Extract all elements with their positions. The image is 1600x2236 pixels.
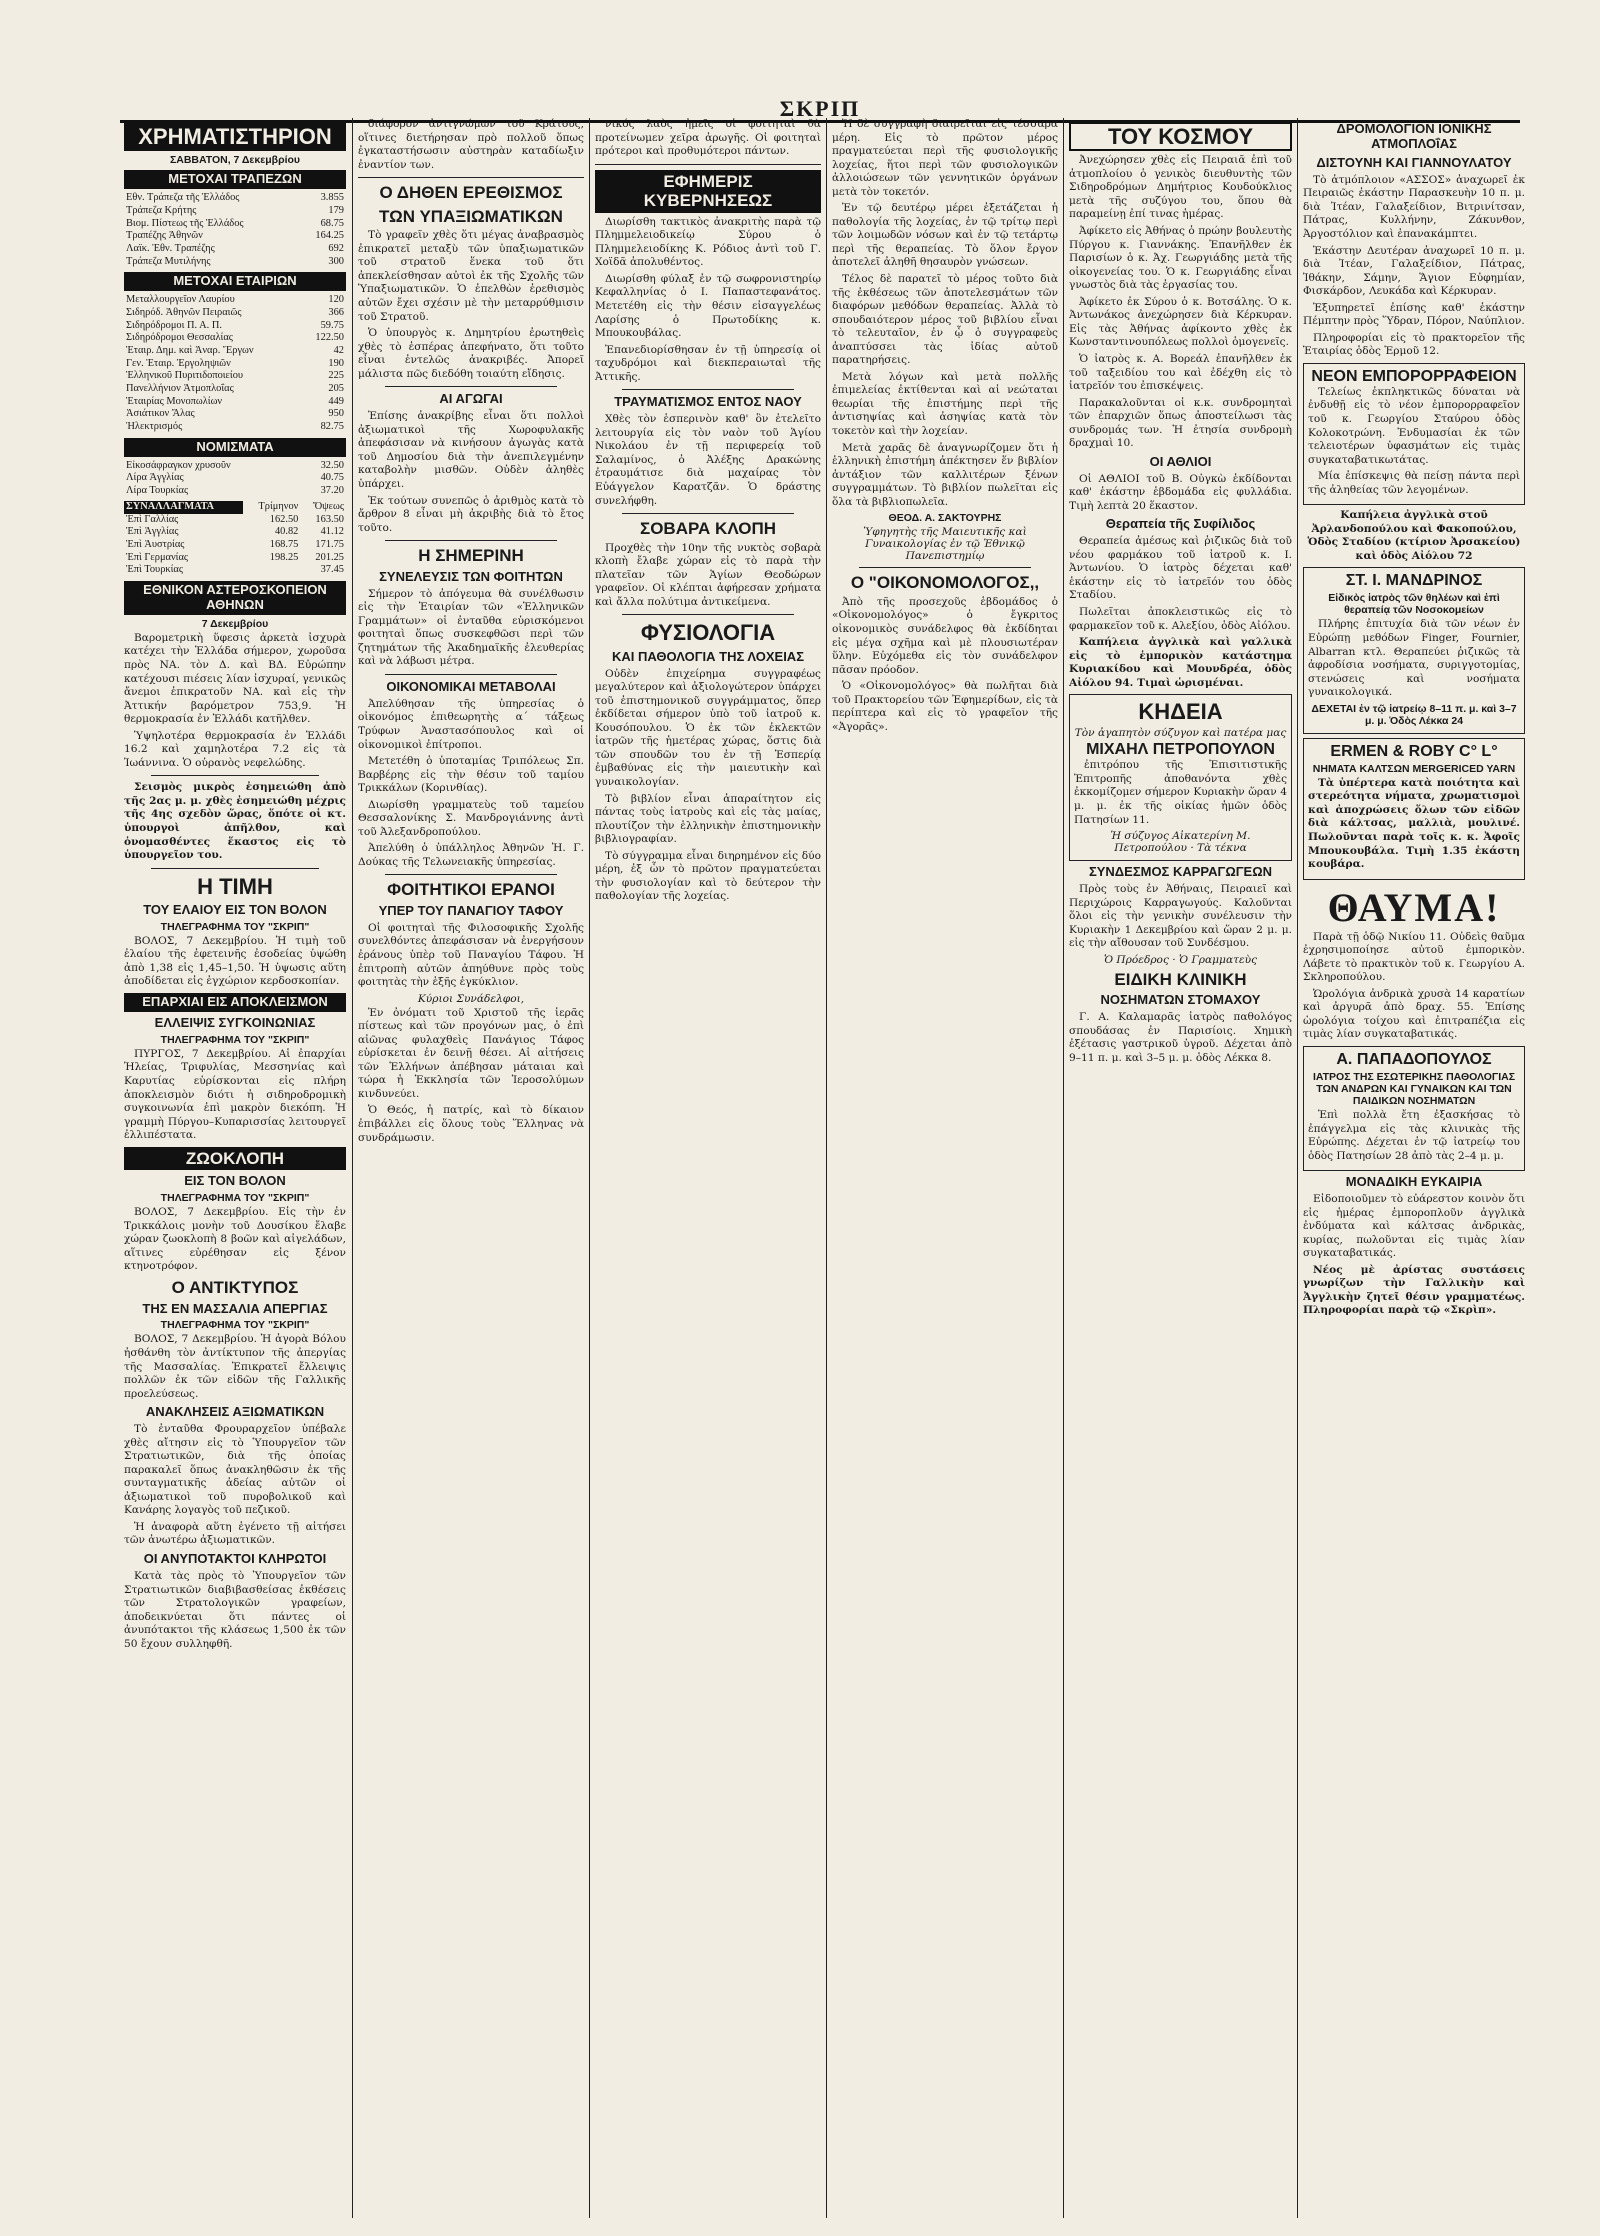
column-6	[1303, 118, 1525, 2218]
strike-title: Ο ΑΝΤΙΚΤΥΠΟΣ	[171, 1277, 299, 1297]
stock-value: 190	[328, 357, 344, 369]
fundraising-text: Οἱ φοιτηταὶ τῆς Φιλοσοφικῆς Σχολῆς συνελθόντες ἀπεφάσισαν νὰ ἐνεργήσουν ἐράνους ὑπὲρ τοῦ Παναγίου Τάφου. Ἡ ἐπιτροπὴ αὐτῶν ἀπηύθυνε πρὸς τοὺς φοιτητὰς τὴν ἑξῆς ἐγκύκλιον.	[358, 921, 584, 989]
fx-name: Ἐπὶ Τουρκίας	[126, 564, 183, 576]
gazette-text-2: Διωρίσθη φύλαξ ἐν τῷ σωφρονιστηρίῳ Κεφαλληνίας ὁ Ι. Παπαστεφανάτος. Μετετέθη εἰς τὴν θέσιν εἰσαγγελέως Λαρίσης ὁ Πρωτοδίκης κ. Μπουκουβάλας.	[595, 272, 821, 340]
stock-name: Τραπέζης Ἀθηνῶν	[126, 230, 203, 242]
physiology-title: ΦΥΣΙΟΛΟΓΙΑ	[640, 620, 776, 646]
officers-title: ΑΝΑΚΛΗΣΕΙΣ ΑΞΙΩΜΑΤΙΚΩΝ	[145, 1404, 325, 1420]
divider	[622, 614, 794, 615]
treatment-text: Θεραπεία ἀμέσως καὶ ῥιζικῶς διὰ τοῦ νέου φαρμάκου τοῦ ἰατροῦ κ. Ι. Ἀντωνίου. Ὁ ἰατρὸς δέχεται καθ' ἑκάστην εἰς τὸ ἰατρεῖόν του ὁδὸς Σταδίου.	[1069, 535, 1292, 602]
funeral-text: ἐπιτρόπου τῆς Ἐπισιτιστικῆς Ἐπιτροπῆς ἀποθανόντα χθὲς ἐκκομίζομεν σήμερον Κυριακὴν ὥραν 4 μ. μ. ἐκ τῆς οἰκίας ἡμῶν ὁδὸς Πατησίων 11.	[1074, 759, 1287, 826]
church-injury-text: Χθὲς τὸν ἑσπερινὸν καθ' ὃν ἐτελεῖτο λειτουργία εἰς τὸν ναὸν τοῦ Ἁγίου Νικολάου ἐν τῇ περιφερείᾳ τοῦ Σαλαμίνος, ὁ Ἀλέξης Δρακώνης ἐτραυμάτισε διὰ μαχαίρας τὸν Εὐάγγελον Καρατζᾶν. Ὁ δράστης συνελήφθη.	[595, 413, 821, 507]
table-row	[124, 408, 346, 421]
physician-title: Α. ΠΑΠΑΔΟΠΟΥΛΟΣ	[1336, 1050, 1492, 1068]
coin-name: Λίρα Τουρκίας	[126, 485, 189, 497]
fundraising-text-2: Ἐν ὀνόματι τοῦ Χριστοῦ τῆς ἱερᾶς πίστεως καὶ τῶν προγόνων μας, ὁ ἐπὶ αἰῶνας φυλαχθεὶς Πανάγιος Τάφος εὑρίσκεται ἐν δεινῇ θέσει. Αἱ αἰτήσεις τῶν Ἑλλήνων ἀπέβησαν μάταιαι καὶ τώρα ἡ Ἐκκλησία τῶν Ἱεροσολύμων κινδυνεύει.	[358, 1006, 584, 1100]
stock-value: 42	[333, 345, 344, 357]
column-divider	[589, 118, 590, 2218]
shipping-text-3: Ἐξυπηρετεῖ ἐπίσης καθ' ἑκάστην Πέμπτην πρὸς Ὕδραν, Πόρον, Ναύπλιον.	[1303, 301, 1525, 328]
conscripts-text: Κατὰ τὰς πρὸς τὸ Ὑπουργεῖον τῶν Στρατιωτικῶν διαβιβασθείσας ἐκθέσεις τῶν Στρατολογικῶν γραφείων, ἀποδεικνύεται ὅτι πάντες οἱ ἀνυπότακτοι τῆς κλάσεως 1,500 ἐκ τῶν 50 ἔχουν συλληφθῆ.	[124, 1569, 346, 1650]
fx-value	[243, 564, 300, 577]
stock-name: Σιδηρόδρομοι Π. Α. Π.	[126, 319, 222, 331]
wonder-text-2: Ὡρολόγια ἀνδρικὰ χρυσὰ 14 καρατίων καὶ ἀργυρᾶ ἀπὸ δραχ. 55. Ἐπίσης ὡρολόγια τοίχου καὶ ἐπιτραπέζια εἰς τιμὰς λίαν συγκαταβατικάς.	[1303, 987, 1525, 1041]
finance-text-2: Μετετέθη ὁ ὑποταμίας Τριπόλεως Σπ. Βαρβέρης εἰς τὴν θέσιν τοῦ ταμίου Τρικκάλων (Κορινθίας).	[358, 755, 584, 795]
funeral-name: ΜΙΧΑΗΛ ΠΕΤΡΟΠΟΥΛΟΝ	[1086, 741, 1275, 759]
fx-title: ΣΥΝΑΛΛΑΓΜΑΤΑ	[124, 501, 243, 514]
tailor-ad	[1303, 363, 1525, 505]
fx-value: 162.50	[269, 513, 299, 525]
yarn-title: ERMEN & ROBY C° L°	[1330, 742, 1498, 760]
students-title: Η ΣΗΜΕΡΙΝΗ	[418, 546, 524, 566]
opportunity-text: Εἰδοποιοῦμεν τὸ εὐάρεστον κοινὸν ὅτι εἰς ἡμέρας ἐμποροπλοῦν ἀγγλικὰ ἐνδύματα καὶ κάλτσας ἀνδρικὰς, κυρίας, πωλοῦνται εἰς τιμὰς λίαν συγκαταβατικάς.	[1303, 1193, 1525, 1260]
divider	[385, 874, 557, 875]
table-row	[124, 230, 346, 243]
physiology-text-2: Τὸ βιβλίον εἶναι ἀπαραίτητον εἰς πάντας τοὺς ἰατροὺς καὶ εἰς τὰς μαίας, πλουτίζον τὴν ἑλληνικὴν ἐπιστημονικὴν βιβλιογραφίαν.	[595, 792, 821, 846]
finance-text-3: Διωρίσθη γραμματεὺς τοῦ ταμείου Θεσσαλονίκης Σ. Μανδρογιάννης ἀντὶ τοῦ Ἀλεξανδροπούλου.	[358, 798, 584, 838]
review-signature: ΘΕΟΔ. Α. ΣΑΚΤΟΥΡΗΣ	[888, 512, 1002, 525]
society-text-3: Ἀφίκετο ἐκ Σύρου ὁ κ. Βοτσάλης. Ὁ κ. Ἀντωνάκος ἀνεχώρησεν διὰ Κέρκυραν. Εἰς τὰς Ἀθήνας ἀφίκοντο χθὲς ἐκ Κωνσταντινουπόλεως πολλοὶ ὁμογενεῖς.	[1069, 295, 1292, 349]
divider	[859, 567, 1031, 568]
gazette-text: Διωρίσθη τακτικὸς ἀνακριτὴς παρὰ τῷ Πλημμελειοδικείῳ Σύρου ὁ Πλημμελειοδίκης Κ. Ρόδιος ἀντὶ τοῦ Γ. Χοϊδᾶ ἀπολυθέντος.	[595, 215, 821, 269]
table-row	[124, 421, 346, 434]
students-subtitle: ΣΥΝΕΛΕΥΣΙΣ ΤΩΝ ΦΟΙΤΗΤΩΝ	[379, 568, 563, 584]
shipping-text-4: Πληροφορίαι εἰς τὸ πρακτορεῖον τῆς Ἑταιρίας ὁδὸς Ἑρμοῦ 12.	[1303, 331, 1525, 358]
stock-name: Ἑταιρ. Δημ. καὶ Ἀναρ. Ἔργων	[126, 345, 254, 357]
oil-price-title: Η ΤΙΜΗ	[197, 873, 273, 899]
column-1	[124, 118, 346, 2218]
treatment-title: Θεραπεία τῆς Συφίλιδος	[1105, 516, 1256, 532]
table-row	[124, 256, 346, 269]
observatory-title: ΕΘΝΙΚΟΝ ΑΣΤΕΡΟΣΚΟΠΕΙΟΝ ΑΘΗΝΩΝ	[124, 581, 346, 615]
market-title: ΧΡΗΜΑΤΙΣΤΗΡΙΟΝ	[124, 122, 346, 151]
earthquake-text: Σεισμὸς μικρὸς ἐσημειώθη ἀπὸ τῆς 2ας μ. μ. χθὲς ἐσημειώθη μέχρις τῆς 4ης σχεδὸν ὥρας, ὅπότε οἱ κτ. ὑπουργοὶ ἀπῆλθον, καὶ ὀνομασθέντες ἕκαστος εἰς τὸ ὑπουργεῖον του.	[124, 781, 346, 862]
continued-text: νικός λαὸς ἠμεῖς οἱ φοιτηταὶ θὰ προτείνωμεν χεῖρα ἀρωγῆς. Οἱ φοιτηταὶ πρότεροι καὶ προθυμότεροι πάντων.	[595, 118, 821, 158]
doctor-title: ΣΤ. Ι. ΜΑΝΔΡΙΝΟΣ	[1345, 572, 1483, 590]
table-row	[124, 514, 346, 527]
strike-text: ΒΟΛΟΣ, 7 Δεκεμβρίου. Ἡ ἀγορὰ Βόλου ἠσθάνθη τὸν ἀντίκτυπον τῆς ἀπεργίας τῆς Μασσαλίας. Ἐπικρατεῖ ἔλλειψις πολλῶν ἐκ τῶν εἰδῶν τῆς Γαλλικῆς προελεύσεως.	[124, 1333, 346, 1400]
table-row	[124, 294, 346, 307]
table-row	[124, 564, 346, 577]
fx-table	[124, 501, 346, 577]
fx-name: Ἐπὶ Ἀυστρίας	[126, 538, 185, 550]
stock-name: Πανελλήνιον Ἀτμοπλοΐας	[126, 383, 234, 395]
masthead-title: ΣΚΡΙΠ	[779, 96, 861, 121]
divider	[385, 674, 557, 675]
lawsuits-text: Ἐπίσης ἀνακρίβης εἶναι ὅτι πολλοὶ ἀξιωματικοὶ τῆς Χωροφυλακῆς ἀπεφάσισαν νὰ κινήσουν ἀγωγὰς κατὰ τοῦ Δημοσίου διὰ τὴν ἀνεπιλεγμένην καταβολὴν μισθῶν. Οὐδὲν ἀληθὲς ὑπάρχει.	[358, 410, 584, 490]
review-text-2: Ἐν τῷ δευτέρῳ μέρει ἐξετάζεται ἡ παθολογία τῆς λοχείας, ἐν τῷ τρίτῳ περὶ τῶν λοιμωδῶν νόσων καὶ ἐν τῷ τετάρτῳ περὶ τῆς θεραπείας. Τὸ ὅλον ἔργον ἀποτελεῖ ἀληθῆ θησαυρὸν γνώσεων.	[832, 202, 1058, 269]
physiology-text-3: Τὸ σύγγραμμα εἶναι διηρημένον εἰς δύο μέρη, ἐξ ὧν τὸ πρῶτον πραγματεύεται τὴν φυσιολογίαν καὶ τὸ δεύτερον τὴν παθολογίαν τῆς λοχείας.	[595, 849, 821, 903]
coins-title: ΝΟΜΙΣΜΑΤΑ	[124, 438, 346, 457]
lawsuits-title: ΑΙ ΑΓΩΓΑΙ	[439, 391, 503, 407]
telegram-label: ΤΗΛΕΓΡΑΦΗΜΑ ΤΟΥ "ΣΚΡΙΠ"	[160, 920, 310, 933]
opportunity-text-2: Νέος μὲ ἀρίστας συστάσεις γνωρίζων τὴν Γαλλικὴν καὶ Ἀγγλικὴν ζητεῖ θέσιν γραμματέως. Πληροφορίαι παρὰ τῷ «Σκρὶπ».	[1303, 1263, 1525, 1317]
divider	[595, 164, 821, 165]
nco-text-2: Ὁ ὑπουργὸς κ. Δημητρίου ἐρωτηθεὶς χθὲς τὸ ἐσπέρας ἀπεφήνατο, ὅτι τοῦτο εἶναι ἐντελῶς ἀνακριβές. Ἀπορεῖ μάλιστα πῶς διεδόθη τοιαύτη εἴδησις.	[358, 327, 584, 380]
nco-title: Ο ΔΗΘΕΝ ΕΡΕΘΙΣΜΟΣ	[379, 183, 563, 203]
economist-text: Ἀπὸ τῆς προσεχοῦς ἑβδομάδος ὁ «Οἰκονομολόγος» ὁ ἔγκριτος οἰκονομικὸς συνάδελφος θὰ ἐκδίδηται εἰς μέγα σχῆμα καὶ μὲ πλουσιωτέραν ὕλην. Εὐχόμεθα εἰς τὸν συνάδελφον πᾶσαν πρόοδον.	[832, 595, 1058, 676]
stock-name: Εθν. Τράπεζα τῆς Ἑλλάδος	[126, 192, 240, 204]
lawsuits-text-2: Ἐκ τούτων συνεπῶς ὁ ἀριθμὸς κατὰ τὸ ἄρθρον 8 εἶναι μὴ ἀκριβὴς διὰ τὸ ἔτος τοῦτο.	[358, 494, 584, 534]
stock-value: 122.50	[315, 332, 344, 344]
continued-text: διάφορον ἀντιγνώμων τοῦ Κράτους, οἵτινες διετήρησαν πρὸ πολλοῦ ὅπως ἐγκαταστήσωσιν αὐστηρὰν καταδίωξιν ἐναντίον των.	[358, 118, 584, 171]
clinic-text: Γ. Α. Καλαμαρᾶς ἰατρὸς παθολόγος σπουδάσας ἐν Παρισίοις. Χημικὴ ἐξέτασις γαστρικοῦ ὑγροῦ. Δέχεται ἀπὸ 9–11 π. μ. καὶ 3–5 μ. μ. ὁδὸς Λέκκα 8.	[1069, 1011, 1292, 1064]
cattle-theft-text: ΒΟΛΟΣ, 7 Δεκεμβρίου. Εἰς τὴν ἐν Τρικκάλοις μονὴν τοῦ Δουσίκου ἔλαβε χώραν ζωοκλοπὴ 8 βοῶν καὶ αἰγελάδων, αἵτινες εὑρέθησαν εἰς ξένον κτηνοτρόφον.	[124, 1206, 346, 1273]
stock-name: Ἀσιάτικον Ἄλας	[126, 408, 195, 420]
stock-value: 120	[328, 294, 344, 306]
column-divider	[352, 118, 353, 2218]
fx-name: Ἐπὶ Ἀγγλίας	[126, 526, 179, 538]
economist-title: Ο "ΟΙΚΟΝΟΜΟΛΟΓΟΣ,,	[850, 573, 1040, 593]
column-4	[832, 118, 1058, 2218]
physician-subtitle: ΙΑΤΡΟΣ ΤΗΣ ΕΣΩΤΕΡΙΚΗΣ ΠΑΘΟΛΟΓΙΑΣ ΤΩΝ ΑΝΔΡΩΝ ΚΑΙ ΓΥΝΑΙΚΩΝ ΚΑΙ ΤΩΝ ΠΑΙΔΙΚΩΝ ΝΟΣΗΜΑΤΩΝ	[1312, 1070, 1516, 1107]
stock-name: Σιδηρόδρομοι Θεσσαλίας	[126, 332, 233, 344]
yarn-ad	[1303, 738, 1525, 880]
physician-text: Ἐπὶ πολλὰ ἔτη ἐξασκήσας τὸ ἐπάγγελμα εἰς τὰς κλινικὰς τῆς Εὐρώπης. Δέχεται ἐν τῷ ἰατρείῳ του ὁδὸς Πατησίων 28 ἀπὸ τὰς 2–4 μ. μ.	[1308, 1108, 1520, 1162]
table-row	[124, 345, 346, 358]
society-title: ΤΟΥ ΚΟΣΜΟΥ	[1069, 122, 1292, 151]
column-header: Τρίμηνον	[258, 500, 299, 512]
society-text-2: Ἀφίκετο εἰς Ἀθήνας ὁ πρώην βουλευτὴς Πύργου κ. Γιαννάκης. Ἐπανῆλθεν ἐκ Παρισίων ὁ κ. Ἀχ. Γεωργιάδης μετὰ τῆς οἰκογενείας του. Ὁ κ. Γεωργιάδης εἶναι γνωστὸς διὰ τὰς ἐργασίας του.	[1069, 225, 1292, 292]
table-row	[124, 552, 346, 565]
fx-value: 198.25	[269, 551, 299, 563]
table-row	[124, 243, 346, 256]
table-row	[124, 539, 346, 552]
table-row	[124, 205, 346, 218]
divider	[151, 775, 320, 776]
treatment-text-2: Πωλεῖται ἀποκλειστικῶς εἰς τὸ φαρμακεῖον τοῦ κ. Αλεξίου, ὁδὸς Αἰόλου.	[1069, 606, 1292, 632]
coin-value: 32.50	[320, 459, 344, 471]
fx-name: Ἐπὶ Γερμανίας	[126, 551, 189, 563]
table-row	[124, 307, 346, 320]
fx-value: 171.75	[315, 538, 344, 550]
cattle-theft-title: ΖΩΟΚΛΟΠΗ	[124, 1147, 346, 1171]
doctor-hours: ΔΕΧΕΤΑΙ ἐν τῷ ἰατρείῳ 8–11 π. μ. καὶ 3–7 μ. μ. Ὁδὸς Λέκκα 24	[1311, 702, 1517, 727]
provinces-subtitle: ΕΛΛΕΙΨΙΣ ΣΥΓΚΟΙΝΩΝΙΑΣ	[154, 1014, 316, 1030]
conscripts-title: ΟΙ ΑΝΥΠΟΤΑΚΤΟΙ ΚΛΗΡΩΤΟΙ	[143, 1551, 327, 1567]
wonder-title: ΘΑΥΜΑ!	[1327, 884, 1501, 930]
coin-name: Εἰκοσάφραγκον χρυσοῦν	[126, 459, 231, 471]
society-text-4: Ὁ ἰατρὸς κ. Α. Βορεάλ ἐπανῆλθεν ἐκ τοῦ ταξειδίου του καὶ ἐδέχθη εἰς τὸ ἰατρεῖόν του ἐπισκέψεις.	[1069, 352, 1292, 393]
economist-text-2: Ὁ «Οἰκονομολόγος» θὰ πωλῆται διὰ τοῦ Πρακτορείου τῶν Ἐφημερίδων, εἰς τὰ περίπτερα καὶ εἰς τὸ γραφεῖον τῆς «Ἀγορᾶς».	[832, 680, 1058, 733]
divider	[385, 540, 557, 541]
stock-value: 59.75	[320, 319, 344, 331]
robbery-text: Προχθὲς τὴν 10ην τῆς νυκτὸς σοβαρὰ κλοπὴ ἔλαβε χώραν εἰς τὸ παρὰ τὴν πλατεῖαν τῶν Ἁγίων Θεοδώρων γραφεῖον. Οἱ κλέπται ἀφήρεσαν χρήματα καὶ ἄλλα πολύτιμα ἀντικείμενα.	[595, 541, 821, 608]
table-header-row	[124, 501, 346, 514]
church-injury-title: ΤΡΑΥΜΑΤΙΣΜΟΣ ΕΝΤΟΣ ΝΑΟΥ	[614, 394, 802, 410]
yarn-subtitle: ΝΗΜΑΤΑ ΚΑΛΤΣΩΝ MERGERICED YARN	[1312, 762, 1516, 775]
oil-price-subtitle: ΤΟΥ ΕΛΑΙΟΥ ΕΙΣ ΤΟΝ ΒΟΛΟΝ	[143, 901, 327, 917]
table-row	[124, 370, 346, 383]
telegram-label: ΤΗΛΕΓΡΑΦΗΜΑ ΤΟΥ "ΣΚΡΙΠ"	[160, 1192, 310, 1205]
nco-text: Τὸ γραφεῖν χθὲς ὅτι μέγας ἀναβρασμὸς ἐπικρατεῖ μεταξὺ τῶν ὑπαξιωματικῶν τοῦ στρατοῦ ἕνεκα τοῦ ὅτι ἀπεκλείσθησαν αὐτοὶ ἐκ τῆς Σχολῆς τῶν Ὑπαξιωματικῶν. Ὁ ἐπελθὼν ἐρεθισμὸς αὐτῶν ἔχει σχέσιν μὲ τὴν μεταρρύθμισιν τοῦ Στρατοῦ.	[358, 229, 584, 323]
physician-ad	[1303, 1046, 1525, 1171]
coin-name: Λίρα Ἀγγλίας	[126, 472, 184, 484]
divider	[151, 868, 320, 869]
companies-table	[124, 294, 346, 434]
table-row	[124, 332, 346, 345]
stock-name: Μεταλλουργεῖον Λαυρίου	[126, 294, 235, 306]
review-text: Ἡ δὲ συγγραφὴ διαιρεῖται εἰς τέσσαρα μέρη. Εἰς τὸ πρῶτον μέρος πραγματεύεται περὶ τῆς φυσιολογικῆς λοχείας, ἥτοι περὶ τῶν φυσιολογικῶν ἀλλοιώσεων τῶν γεννητικῶν ὀργάνων μετὰ τὸν τοκετόν.	[832, 118, 1058, 198]
fundraising-subtitle: ΥΠΕΡ ΤΟΥ ΠΑΝΑΓΙΟΥ ΤΑΦΟΥ	[378, 902, 564, 918]
fundraising-title: ΦΟΙΤΗΤΙΚΟΙ ΕΡΑΝΟΙ	[387, 880, 555, 900]
finance-title: ΟΙΚΟΝΟΜΙΚΑΙ ΜΕΤΑΒΟΛΑΙ	[386, 678, 556, 694]
column-divider	[826, 118, 827, 2218]
stock-name: Τράπεζα Μυτιλήνης	[126, 255, 211, 267]
review-text-3: Τέλος δὲ παρατεῖ τὸ μέρος τοῦτο διὰ τῆς ἐκθέσεως τῶν ἀποτελεσμάτων τῶν διαφόρων μεθόδων θεραπείας. Ἀλλὰ τὸ σπουδαιότερον μέρος τοῦ βιβλίου εἶναι τὸ τελευταῖον, ἐν ᾧ ὁ συγγραφεὺς ἀναπτύσσει τὰς ἰδίας αὐτοῦ παρατηρήσεις.	[832, 273, 1058, 367]
banks-table	[124, 192, 346, 268]
stock-value: 225	[328, 370, 344, 382]
review-text-5: Μετὰ χαρᾶς δὲ ἀναγνωρίζομεν ὅτι ἡ ἑλληνικὴ ἐπιστήμη ἀπέκτησεν ἕν βιβλίον ἀντάξιον τῶν καλλιτέρων ξένων συγγραμμάτων. Τὸ βιβλίον πωλεῖται εἰς ὅλα τὰ βιβλιοπωλεῖα.	[832, 441, 1058, 508]
stock-value: 179	[328, 204, 344, 216]
stock-value: 82.75	[320, 421, 344, 433]
students-text: Σήμερον τὸ ἀπόγευμα θὰ συνέλθωσιν εἰς τὴν Ἑταιρίαν τῶν «Ἑλληνικῶν Γραμμάτων» οἱ ἐνταῦθα εὑρισκόμενοι φοιτηταὶ ὅπως συσκεφθῶσι περὶ τῶν ζητημάτων τῆς Ἀκαδημαϊκῆς ἐλευθερίας καὶ νὰ λάβωσι μέτρα.	[358, 587, 584, 668]
table-row	[124, 396, 346, 409]
stock-name: Λαϊκ. Ἐθν. Τραπέζης	[126, 242, 215, 254]
telegram-label: ΤΗΛΕΓΡΑΦΗΜΑ ΤΟΥ "ΣΚΡΙΠ"	[160, 1033, 310, 1046]
physiology-subtitle: ΚΑΙ ΠΑΘΟΛΟΓΙΑ ΤΗΣ ΛΟΧΕΙΑΣ	[612, 648, 804, 664]
cattle-theft-subtitle: ΕΙΣ ΤΟΝ ΒΟΛΟΝ	[184, 1173, 286, 1189]
table-row	[124, 358, 346, 371]
table-row	[124, 218, 346, 231]
strike-subtitle: ΤΗΣ ΕΝ ΜΑΣΣΑΛΙΑ ΑΠΕΡΓΙΑΣ	[142, 1300, 328, 1316]
observatory-text: Βαρομετρικὴ ὕφεσις ἀρκετὰ ἰσχυρὰ κατέχει τὴν Ἑλλάδα σήμερον, χωροῦσα πρὸς ΝΑ. τὸν Δ. καὶ ΒΔ. Εὐρώπην κατέχουσι πιέσεις λίαν ἰσχυραί, γενικῶς ἄνεμοι ἐπικρατοῦν ΝΑ. καὶ εἰς τὴν Ἀττικήν βαρόμετρον 753,9. Ἡ θερμοκρασία ἐν Ἑλλάδι κατῆλθεν.	[124, 631, 346, 726]
coin-value: 40.75	[320, 472, 344, 484]
provinces-text: ΠΥΡΓΟΣ, 7 Δεκεμβρίου. Αἱ ἐπαρχίαι Ἠλείας, Τριφυλίας, Μεσσηνίας καὶ Καρυτίας εὑρίσκονται εἰς πλήρη ἀποκλεισμὸν διότι ἡ σιδηροδρομικὴ συγκοινωνία ἐπὶ μακρὸν διεκόπη. Ἡ γραμμὴ Πύργου–Κυπαρισσίας λειτουργεῖ ἐλλιπέστατα.	[124, 1047, 346, 1142]
stock-name: Ἠλεκτρισμός	[126, 421, 183, 433]
fundraising-greeting: Κύριοι Συνάδελφοι,	[417, 992, 525, 1005]
hats-text: Καπήλεια ἀγγλικὰ στοῦ Ἀρλανδοπούλου καὶ Φακοπούλου, Ὁδὸς Σταδίου (κτίριον Ἀρσακείου) καὶ ὁδὸς Αἰόλου 72	[1307, 509, 1521, 562]
observatory-text-2: Ὑψηλοτέρα θερμοκρασία ἐν Ἑλλάδι 16.2 καὶ χαμηλοτέρα 7.2 εἰς τὰ Ἰωάννινα. Ὁ οὐρανὸς νεφελώδης.	[124, 729, 346, 769]
clinic-subtitle: ΝΟΣΗΜΑΤΩΝ ΣΤΟΜΑΧΟΥ	[1100, 992, 1261, 1008]
carters-title: ΣΥΝΔΕΣΜΟΣ ΚΑΡΡΑΓΩΓΕΩΝ	[1088, 864, 1273, 880]
shipping-text-2: Ἑκάστην Δευτέραν ἀναχωρεῖ 10 π. μ. διὰ Ἰτέαν, Γαλαξείδιον, Πάτρας, Ἰθάκην, Σάμην, Ἅγιον Εὐφημίαν, Φισκάρδον, Λευκάδα καὶ Κέρκυραν.	[1303, 244, 1525, 298]
telegram-label: ΤΗΛΕΓΡΑΦΗΜΑ ΤΟΥ "ΣΚΡΙΠ"	[160, 1319, 310, 1332]
stock-name: Τράπεζα Κρήτης	[126, 204, 197, 216]
table-row	[124, 526, 346, 539]
wonder-text: Παρὰ τῇ ὁδῷ Νικίου 11. Οὐδεὶς θαῦμα ἐχρησιμοποίησε αὐτοῦ ἐμπορικὸν. Λάβετε τὸ πρακτικὸν τοῦ κ. Γεωργίου Α. Σκληροπούλου.	[1303, 930, 1525, 984]
review-signature-title: Ὑφηγητὴς τῆς Μαιευτικῆς καὶ Γυναικολογίας ἐν τῷ Ἐθνικῷ Πανεπιστημίῳ	[863, 526, 1027, 563]
shipping-subtitle: ΔΙΣΤΟΥΝΗ ΚΑΙ ΓΙΑΝΝΟΥΛΑΤΟΥ	[1316, 154, 1512, 170]
tailor-text-2: Μία ἐπίσκεψις θὰ πείσῃ πάντα περὶ τῆς ἀληθείας τῶν λεγομένων.	[1308, 470, 1520, 496]
funeral-title: ΚΗΔΕΙΑ	[1138, 699, 1223, 725]
clinic-title: ΕΙΔΙΚΗ ΚΛΙΝΙΚΗ	[1114, 969, 1247, 989]
nco-subtitle: ΤΩΝ ΥΠΑΞΙΩΜΑΤΙΚΩΝ	[379, 206, 563, 226]
carters-sign: Ὁ Πρόεδρος · Ὁ Γραμματεὺς	[1103, 953, 1258, 966]
stock-value: 300	[328, 255, 344, 267]
fx-value: 201.25	[315, 551, 344, 563]
provinces-title: ΕΠΑΡΧΙΑΙ ΕΙΣ ΑΠΟΚΛΕΙΣΜΟΝ	[124, 993, 346, 1012]
subscriptions-text: Παρακαλοῦνται οἱ κ.κ. συνδρομηταὶ τῶν ἐπαρχιῶν ὅπως ἀποστείλωσι τὰς συνδρομάς των. Ἡ ἐτησία συνδρομὴ δραχμαὶ 10.	[1069, 396, 1292, 450]
stock-value: 692	[328, 242, 344, 254]
fx-value: 37.45	[320, 564, 344, 576]
opportunity-title: ΜΟΝΑΔΙΚΗ ΕΥΚΑΙΡΙΑ	[1345, 1174, 1483, 1190]
divider	[622, 513, 794, 514]
coin-value: 37.20	[320, 485, 344, 497]
market-date: ΣΑΒΒΑΤΟΝ, 7 Δεκεμβρίου	[169, 154, 301, 167]
table-row	[124, 192, 346, 205]
finance-text-4: Ἀπελύθη ὁ ὑπάλληλος Ἀθηνῶν Ἡ. Γ. Δούκας τῆς Τελωνειακῆς ὑπηρεσίας.	[358, 842, 584, 868]
finance-text: Ἀπελύθησαν τῆς ὑπηρεσίας ὁ οἰκονόμος ἐπιθεωρητὴς α΄ τάξεως Τρύφων Ἀναστασόπουλος καὶ οἱ οἰκονομικοὶ ἐπίτροποι.	[358, 697, 584, 751]
stock-name: Σιδηρόδ. Ἀθηνῶν Πειραιῶς	[126, 306, 242, 318]
stock-value: 164.25	[315, 230, 344, 242]
gazette-text-3: Ἐπανεδιορίσθησαν ἐν τῇ ὑπηρεσίᾳ οἱ ταχυδρόμοι καὶ διεκπεραιωταὶ τῆς Ἀττικῆς.	[595, 343, 821, 383]
shipping-title: ΔΡΟΜΟΛΟΓΙΟΝ ΙΟΝΙΚΗΣ ΑΤΜΟΠΛΟΐΑΣ	[1336, 121, 1492, 151]
fx-value: 40.82	[274, 526, 299, 538]
stock-name: Βιομ. Πίστεως τῆς Ἑλλάδος	[126, 217, 244, 229]
stock-name: Γεν. Ἑταιρ. Ἐργοληψιῶν	[126, 357, 231, 369]
table-row	[124, 383, 346, 396]
society-text: Ἀνεχώρησεν χθὲς εἰς Πειραιᾶ ἐπὶ τοῦ ἀτμοπλοίου ὁ γενικὸς διευθυντὴς τῶν Σιδηροδρόμων Δημήτριος Κουδούκλιος μετὰ τῆς συζύγου του, ὅπου θὰ παραμείνῃ ἐπί τινας ἡμέρας.	[1069, 154, 1292, 221]
stock-value: 950	[328, 408, 344, 420]
fx-value: 163.50	[315, 513, 344, 525]
stock-value: 205	[328, 383, 344, 395]
observatory-date: 7 Δεκεμβρίου	[201, 617, 269, 630]
column-divider	[1063, 118, 1064, 2218]
companies-title: ΜΕΤΟΧΑΙ ΕΤΑΙΡΙΩΝ	[124, 272, 346, 291]
oil-price-text: ΒΟΛΟΣ, 7 Δεκεμβρίου. Ἡ τιμὴ τοῦ ἐλαίου τῆς ἐφετεινῆς ἐσοδείας ὑψώθη ἀπὸ 1,38 εἰς 1,45–1,50. Ἡ ὑψωσις αὕτη ἀποδίδεται εἰς ἐγχώριον κερδοσκοπίαν.	[124, 934, 346, 988]
stock-name: Ἑλληνικοῦ Πυριτιδοποιείου	[126, 370, 244, 382]
stock-name: Ἑταιρίας Μονοπωλίων	[126, 395, 223, 407]
divider	[385, 386, 557, 387]
fx-value: 168.75	[269, 538, 299, 550]
miserables-title: ΟΙ ΑΘΛΙΟΙ	[1149, 453, 1212, 469]
fundraising-text-3: Ὁ Θεός, ἡ πατρίς, καὶ τὸ δίκαιον ἐπιβάλλει εἰς ὅλους τοὺς Ἕλληνας νὰ συνδράμωσιν.	[358, 1104, 584, 1144]
officers-text-2: Ἡ ἀναφορὰ αὕτη ἐγένετο τῇ αἰτήσει τῶν ἀνωτέρω ἀξιωματικῶν.	[124, 1520, 346, 1547]
doctor-text: Πλήρης ἐπιτυχία διὰ τῶν νέων ἐν Εὐρώπῃ μεθόδων Finger, Fournier, Albarran κτλ. Θεραπεύει ῥιζικῶς τὰ ἀφροδίσια νοσήματα, συριγγοτομίας, στενώσεις καὶ νοσήματα γυναικολογικά.	[1308, 618, 1520, 699]
tailor-title: ΝΕΟΝ ΕΜΠΟΡΟΡΡΑΦΕΙΟΝ	[1311, 367, 1517, 385]
doctor-ad	[1303, 567, 1525, 733]
fx-value: 41.12	[320, 526, 344, 538]
stock-value: 449	[328, 395, 344, 407]
column-5	[1069, 118, 1292, 2218]
stock-value: 366	[328, 306, 344, 318]
store-text: Καπήλεια ἀγγλικὰ καὶ γαλλικὰ εἰς τὸ ἐμπορικὸν κατάστημα Κυριακίδου καὶ Μουνδρέα, ὁδὸς Αἰόλου 94. Τιμαὶ ὡρισμέναι.	[1069, 636, 1292, 689]
tailor-text: Τελείως ἐκπληκτικῶς δύναται νὰ ἐνδυθῇ εἰς τὸ νέον ἐμπορορραφεῖον τοῦ κ. Γεωργίου Σταύρου ὁδὸς Κολοκοτρώνη. Ἐνδυμασίαι ἐκ τῶν τελειοτέρων ὑφασμάτων εἰς τιμὰς συγκαταβατικωτάτας.	[1308, 385, 1520, 466]
table-row	[124, 472, 346, 485]
yarn-text: Τὰ ὑπέρτερα κατὰ ποιότητα καὶ στερεότητα νήματα, χρωματισμοὶ καὶ ἀποχρώσεις ὅλων τῶν εἰδῶν διὰ κάλτσας, μαλλιὰ, μουλινέ. Πωλοῦνται παρὰ τοῖς κ. κ. Ἀφοῖς Μπουκουβάλα. Τιμὴ 1.35 ἑκάστη κουβάρα.	[1308, 776, 1520, 871]
funeral-intro: Τὸν ἀγαπητὸν σύζυγον καὶ πατέρα μας	[1074, 727, 1287, 740]
coins-table	[124, 460, 346, 498]
funeral-family: Ἡ σύζυγος Αἰκατερίνη Μ. Πετροπούλου · Τὰ τέκνα	[1110, 830, 1251, 855]
carters-text: Πρὸς τοὺς ἐν Ἀθήναις, Πειραιεῖ καὶ Περιχώροις Καρραγωγούς. Καλοῦνται ὅλοι εἰς τὴν γενικὴν συνέλευσιν τὴν Κυριακὴν 1 Δεκεμβρίου καὶ ὥραν 2 μ. μ. εἰς τὴν αἴθουσαν τοῦ Συνδέσμου.	[1069, 882, 1292, 950]
table-row	[124, 320, 346, 333]
review-text-4: Μετὰ λόγων καὶ μετὰ πολλῆς ἐπιμελείας ἐκτίθενται καὶ αἱ νεώταται θεωρίαι τῆς ἐπιστήμης περὶ τῆς ἀντισηψίας καὶ ἀσηψίας κατὰ τὸν τοκετὸν καὶ τὴν λοχείαν.	[832, 370, 1058, 438]
table-row	[124, 485, 346, 498]
column-2	[358, 118, 584, 2218]
shipping-text: Τὸ ἀτμόπλοιον «ΑΣΣΟΣ» ἀναχωρεῖ ἐκ Πειραιῶς ἐκάστην Παρασκευὴν 10 π. μ. διὰ Ἰτέαν, Γαλαξείδιον, Βιτρινίτσαν, Πάτρας, Κυλλήνην, Ζάκυνθον, Ἀργοστόλιον καὶ ἐπανακάμπτει.	[1303, 173, 1525, 240]
physiology-text: Οὐδὲν ἐπιχείρημα συγγραφέως μεγαλύτερον καὶ ἀξιολογώτερον ὑπάρχει τοῦ ἐπιστημονικοῦ συγγράμματος, ὅπερ ἐκδίδεται σήμερον ὑπὸ τοῦ ἰατροῦ κ. Κουσόπουλου. Ὁ ἐκ τῶν ἐκλεκτῶν ἰατρῶν τῆς ἡμετέρας χώρας, ὅστις διὰ τῶν σπουδῶν του ἐν τῇ Ἑσπερίᾳ ἐμβαθύνας εἰς τὴν μαιευτικὴν καὶ γυναικολογίαν.	[595, 667, 821, 788]
column-divider	[1297, 118, 1298, 2218]
column-3	[595, 118, 821, 2218]
banks-title: ΜΕΤΟΧΑΙ ΤΡΑΠΕΖΩΝ	[124, 170, 346, 189]
column-header: Ὄψεως	[312, 500, 344, 512]
funeral-notice	[1069, 694, 1292, 861]
divider	[358, 177, 584, 178]
doctor-subtitle: Εἰδικὸς ἰατρὸς τῶν θηλέων καὶ ἐπὶ θεραπείᾳ τῶν Νοσοκομείων	[1328, 592, 1500, 617]
stock-value: 68.75	[320, 217, 344, 229]
gazette-title: ΕΦΗΜΕΡΙΣ ΚΥΒΕΡΝΗΣΕΩΣ	[595, 170, 821, 213]
miserables-text: Οἱ ΑΘΛΙΟΙ τοῦ Β. Οὐγκὼ ἐκδίδονται καθ' ἑκάστην ἑβδομάδα εἰς φυλλάδια. Τιμὴ λεπτὰ 20 ἕκαστον.	[1069, 472, 1292, 512]
fx-name: Ἐπὶ Γαλλίας	[126, 513, 179, 525]
divider	[622, 389, 794, 390]
table-row	[124, 460, 346, 473]
robbery-title: ΣΟΒΑΡΑ ΚΛΟΠΗ	[640, 519, 776, 539]
officers-text: Τὸ ἐνταῦθα Φρουραρχεῖον ὑπέβαλε χθὲς αἴτησιν εἰς τὸ Ὑπουργεῖον τῶν Στρατιωτικῶν, διὰ τῆς ὁποίας παρακαλεῖ ὅπως ἀνακληθῶσιν ἐκ τῆς συνταγματικῆς ἀδείας αὐτῶν οἱ ἀξιωματικοὶ τοῦ πυροβολικοῦ καὶ Κανάρης λογαγὸς τοῦ πεζικοῦ.	[124, 1423, 346, 1517]
stock-value: 3.855	[320, 192, 344, 204]
